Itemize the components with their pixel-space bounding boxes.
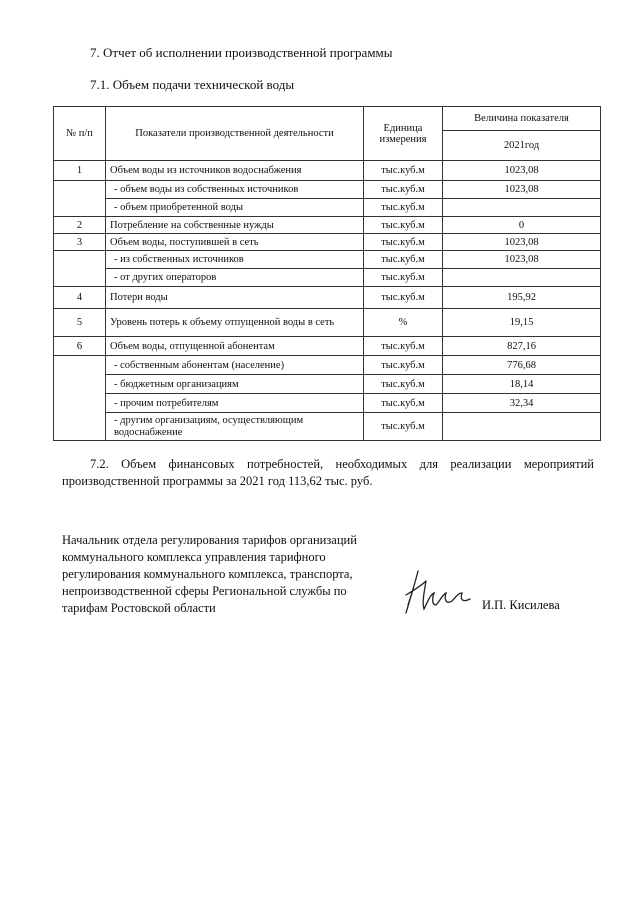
row-value: 1023,08 [443,181,601,199]
header-unit: Единица измерения [364,107,443,161]
row-value: 0 [443,217,601,234]
row-name: Потребление на собственные нужды [106,217,364,234]
water-supply-table [53,106,601,441]
header-year: 2021год [443,131,601,161]
table-row [54,394,601,413]
header-num: № п/п [54,107,106,161]
table-row [54,309,601,337]
row-value: 32,34 [443,394,601,413]
table-row [54,413,601,441]
row-unit: тыс.куб.м [364,161,443,181]
row-unit: тыс.куб.м [364,181,443,199]
section-7-2-text: 7.2. Объем финансовых потребностей, необходимых для реализации мероприятий производственной программы за 2021 год 113,62 тыс. руб. [62,457,594,488]
header-value: Величина показателя [443,107,601,131]
row-value: 827,16 [443,337,601,356]
row-name: - объем приобретенной воды [106,199,364,217]
table-row [54,199,601,217]
row-name: - от других операторов [106,269,364,287]
section-7-title: 7. Отчет об исполнении производственной программы [90,45,393,60]
row-name: - объем воды из собственных источников [106,181,364,199]
signatory-name: И.П. Кисилева [482,598,560,612]
row-unit: тыс.куб.м [364,337,443,356]
row-value [443,199,601,217]
row-unit: тыс.куб.м [364,199,443,217]
row-num [54,356,106,441]
row-unit: тыс.куб.м [364,287,443,309]
row-name: Потери воды [106,287,364,309]
row-num: 2 [54,217,106,234]
row-name: Объем воды из источников водоснабжения [106,161,364,181]
row-num: 4 [54,287,106,309]
row-unit: тыс.куб.м [364,394,443,413]
row-value: 195,92 [443,287,601,309]
row-num: 1 [54,161,106,181]
row-num [54,181,106,217]
table-row [54,251,601,269]
row-unit: тыс.куб.м [364,217,443,234]
handwritten-signature [400,565,478,621]
row-unit: тыс.куб.м [364,356,443,375]
signatory-title: Начальник отдела регулирования тарифов организаций коммунального комплекса управления тарифного регулирования коммунального комплекса, транспорта, непроизводственной сферы Региональной службы по тарифам Ростовской области [62,533,357,615]
row-unit: тыс.куб.м [364,413,443,441]
row-value: 776,68 [443,356,601,375]
row-value: 18,14 [443,375,601,394]
table-row [54,234,601,251]
table-row [54,337,601,356]
row-name: Уровень потерь к объему отпущенной воды в сеть [106,309,364,337]
row-value [443,413,601,441]
row-unit: тыс.куб.м [364,269,443,287]
row-name: - бюджетным организациям [106,375,364,394]
row-name: Объем воды, поступившей в сеть [106,234,364,251]
row-name: - другим организациям, осуществляющим водоснабжение [106,413,364,441]
row-value: 1023,08 [443,251,601,269]
row-name: - прочим потребителям [106,394,364,413]
row-num: 5 [54,309,106,337]
table-row [54,375,601,394]
section-7-1-title: 7.1. Объем подачи технической воды [90,77,295,92]
table-row [54,356,601,375]
row-value [443,269,601,287]
row-name: Объем воды, отпущенной абонентам [106,337,364,356]
row-num: 6 [54,337,106,356]
table-row [54,287,601,309]
row-name: - собственным абонентам (население) [106,356,364,375]
row-unit: тыс.куб.м [364,234,443,251]
table-row [54,269,601,287]
row-unit: % [364,309,443,337]
header-indicator: Показатели производственной деятельности [106,107,364,161]
row-name: - из собственных источников [106,251,364,269]
row-value: 1023,08 [443,234,601,251]
table-row [54,217,601,234]
row-value: 19,15 [443,309,601,337]
table-row [54,181,601,199]
row-num [54,251,106,287]
row-unit: тыс.куб.м [364,375,443,394]
table-row [54,161,601,181]
row-value: 1023,08 [443,161,601,181]
row-unit: тыс.куб.м [364,251,443,269]
row-num: 3 [54,234,106,251]
